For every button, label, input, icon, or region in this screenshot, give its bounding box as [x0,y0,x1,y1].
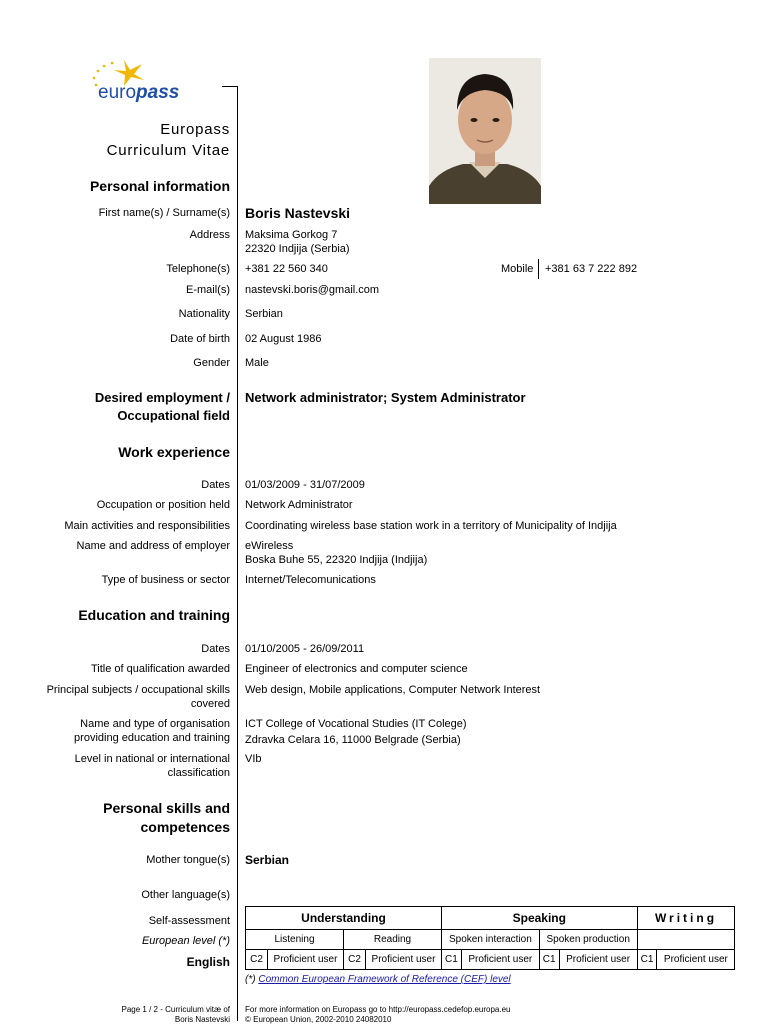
table-subheader-row [246,930,735,950]
footer-name: Boris Nastevski [174,1015,230,1024]
spoken-interaction-level: C1 [442,950,462,970]
occupation-value: Network Administrator [245,499,353,511]
subjects-label [47,683,230,711]
employer-label: Name and address of employer [76,540,230,552]
skills-heading-line2: competences [140,819,230,835]
cv-title-line1: Europass [160,121,230,138]
footer-page-info: Page 1 / 2 - Curriculum vitæ of [121,1005,230,1014]
subjects-label-line2: covered [190,698,230,710]
english-label: English [186,955,230,969]
telephone-value: +381 22 560 340 [245,263,328,275]
mobile-value: +381 63 7 222 892 [545,263,638,275]
name-label: First name(s) / Surname(s) [98,207,230,219]
subjects-value: Web design, Mobile applications, Computer Network Interest [245,684,541,696]
mother-tongue-label: Mother tongue(s) [146,854,230,866]
reading-desc: Proficient user [366,950,442,970]
address-label: Address [189,229,230,241]
activities-value: Coordinating wireless base station work in a territory of Municipality of Indjija [245,520,617,532]
reading-level: C2 [344,950,366,970]
language-self-assessment-table [245,906,735,970]
level-label-line2: classification [167,767,230,779]
edu-dates-value: 01/10/2005 - 26/09/2011 [245,643,365,655]
european-level-label: European level (*) [141,935,230,947]
writing-header: Writing [637,907,735,930]
edu-dates-label: Dates [201,643,230,655]
organisation-line2: Zdravka Celara 16, 11000 Belgrade (Serbia) [245,734,461,746]
speaking-header: Speaking [442,907,638,930]
spoken-interaction-desc: Proficient user [461,950,539,970]
spoken-production-header: Spoken production [539,930,637,950]
work-dates-value: 01/03/2009 - 31/07/2009 [245,479,365,491]
skills-heading [103,799,230,837]
other-language-label: Other language(s) [141,889,230,901]
spoken-interaction-header: Spoken interaction [442,930,540,950]
gender-label: Gender [193,357,230,369]
level-label-line1: Level in national or international [74,753,230,765]
cef-footnote-prefix: (*) [245,974,259,985]
employer-line2: Boska Buhe 55, 22320 Indjija (Indjija) [245,554,428,566]
email-value[interactable]: nastevski.boris@gmail.com [245,284,380,296]
telephone-label: Telephone(s) [166,263,230,275]
logo-text-euro: euro [98,82,137,103]
english-level-row [246,950,735,970]
listening-desc: Proficient user [268,950,344,970]
spoken-production-desc: Proficient user [559,950,637,970]
organisation-label [74,717,230,745]
footer-copyright: © European Union, 2002-2010 24082010 [245,1015,392,1024]
employer-line1: eWireless [245,540,294,552]
column-rule-top [237,86,238,1021]
spoken-production-level: C1 [539,950,559,970]
listening-level: C2 [246,950,268,970]
desired-employment-value: Network administrator; System Administrator [245,390,526,405]
work-experience-heading: Work experience [118,444,230,460]
europass-logo [86,56,186,106]
nationality-value: Serbian [245,308,283,320]
mother-tongue-value: Serbian [245,853,290,867]
address-line1: Maksima Gorkog 7 [245,229,338,241]
listening-header: Listening [246,930,344,950]
organisation-label-line2: providing education and training [74,732,230,744]
address-line2: 22320 Indjija (Serbia) [245,243,350,255]
dob-value: 02 August 1986 [245,333,322,345]
cef-link[interactable]: Common European Framework of Reference (CEF) level [258,974,511,985]
level-value: VIb [245,753,262,765]
desired-heading-line2: Occupational field [117,408,230,423]
activities-label: Main activities and responsibilities [64,520,230,532]
logo-text-pass: pass [136,82,180,103]
profile-photo [429,58,541,204]
desired-heading-line1: Desired employment / [94,390,230,405]
column-rule-tick [222,86,238,87]
education-heading: Education and training [78,607,230,623]
cv-title [107,119,230,161]
qualification-value: Engineer of electronics and computer science [245,663,468,675]
business-label: Type of business or sector [101,574,230,586]
mobile-divider [538,259,539,279]
occupation-label: Occupation or position held [96,499,230,511]
personal-info-heading: Personal information [89,178,230,194]
business-value: Internet/Telecomunications [245,574,376,586]
qualification-label: Title of qualification awarded [90,663,230,675]
level-label [75,752,230,780]
email-label: E-mail(s) [186,284,230,296]
footer-right [245,1005,511,1025]
dob-label: Date of birth [170,333,230,345]
organisation-label-line1: Name and type of organisation [80,718,230,730]
name-value: Boris Nastevski [245,205,351,221]
organisation-line1: ICT College of Vocational Studies (IT Colege) [245,718,467,730]
understanding-header: Understanding [246,907,442,930]
gender-value: Male [245,357,269,369]
cef-footnote [245,973,511,986]
footer-left [122,1005,230,1025]
desired-employment-heading [95,389,230,425]
person-photo-icon [429,58,541,204]
table-header-row [246,907,735,930]
writing-desc: Proficient user [657,950,735,970]
skills-heading-line1: Personal skills and [103,800,230,816]
footer-info-link[interactable]: For more information on Europass go to http://europass.cedefop.europa.eu [245,1005,511,1014]
nationality-label: Nationality [178,308,230,320]
subjects-label-line1: Principal subjects / occupational skills [46,684,230,696]
reading-header: Reading [344,930,442,950]
writing-subheader-empty [637,930,735,950]
cv-title-line2: Curriculum Vitae [106,142,230,159]
self-assessment-label: Self-assessment [148,915,230,927]
work-dates-label: Dates [201,479,230,491]
writing-level: C1 [637,950,657,970]
mobile-label: Mobile [501,263,534,275]
